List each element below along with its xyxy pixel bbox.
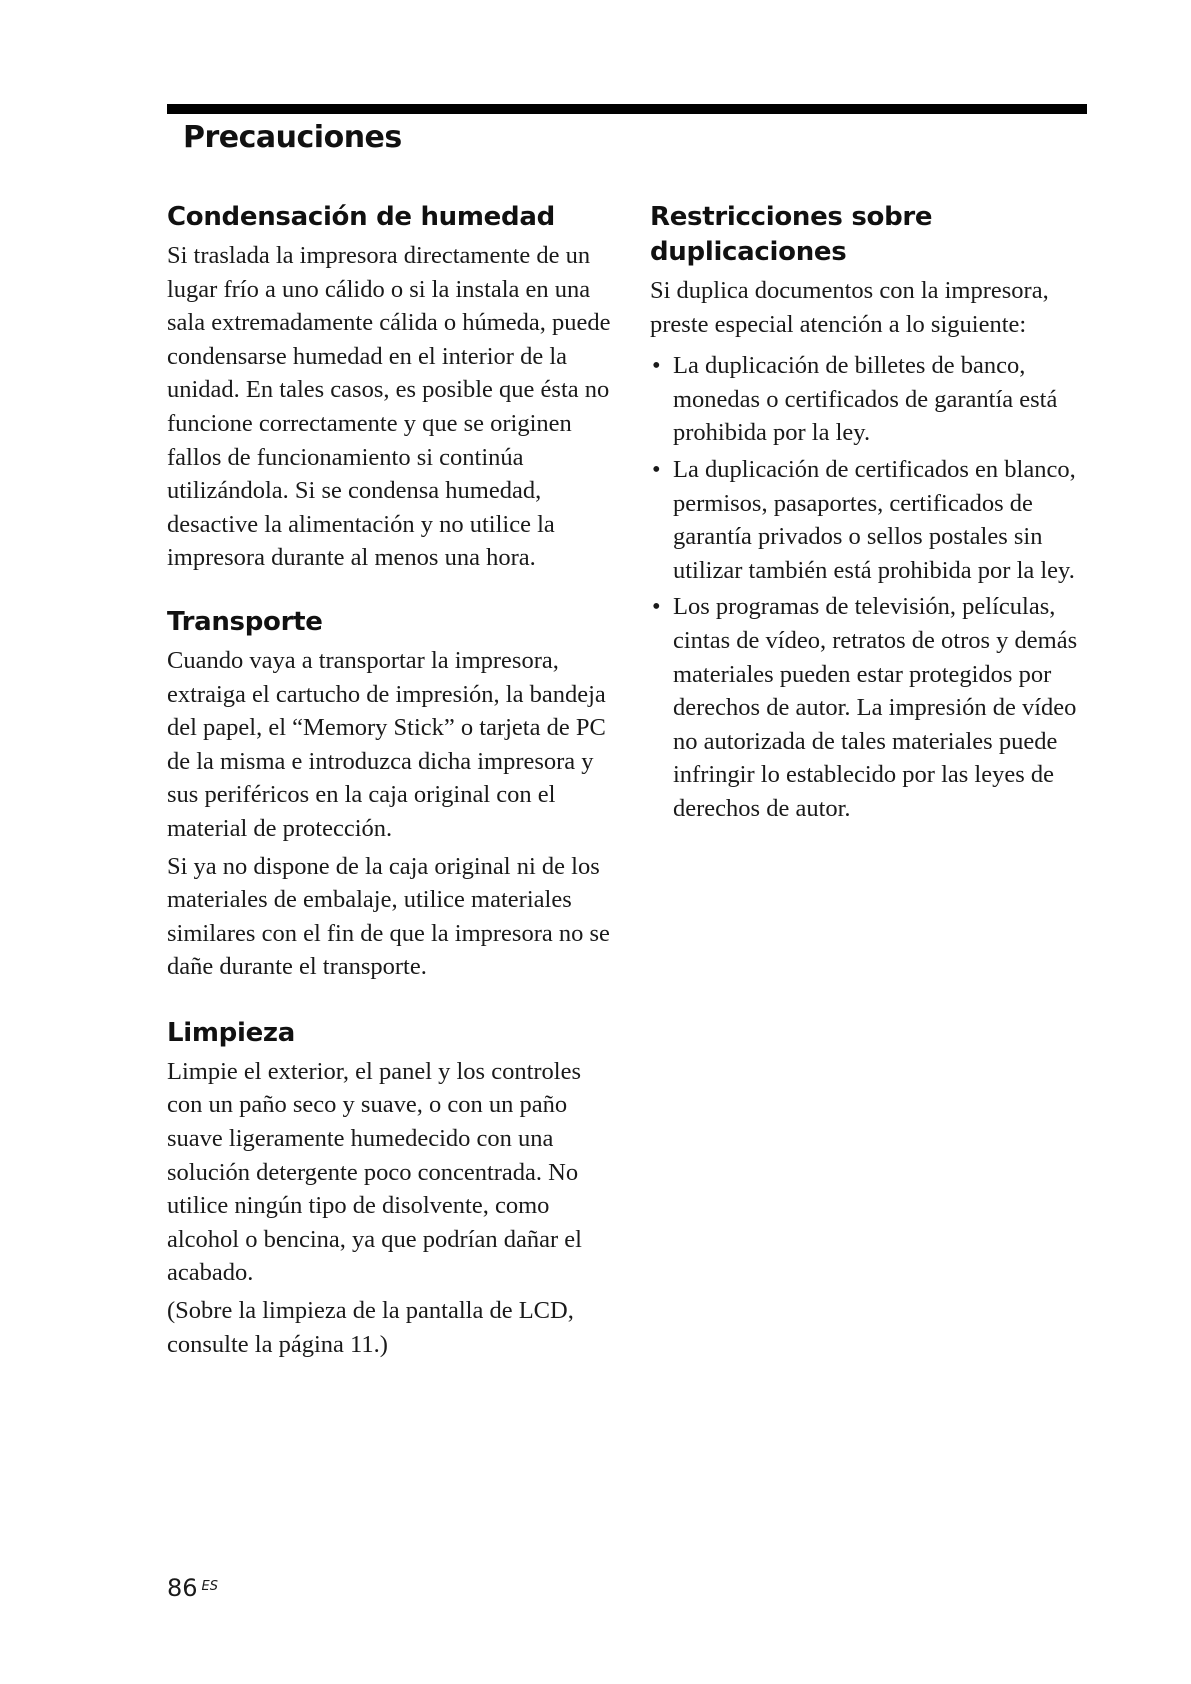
- right-column: [650, 200, 1090, 829]
- section-limpieza: [167, 1016, 613, 1361]
- list-item: [650, 349, 1090, 450]
- paragraph: Si ya no dispone de la caja original ni de los materiales de embalaje, utilice materiales similares con el fin de que la impresora no se dañe durante el transporte.: [167, 852, 610, 981]
- section-heading-limpieza: Limpieza: [167, 1017, 296, 1048]
- page-footer: [167, 1574, 218, 1602]
- section-heading-restricciones: [650, 200, 1090, 270]
- paragraph: (Sobre la limpieza de la pantalla de LCD, consulte la página 11.): [167, 1297, 574, 1358]
- section-heading-transporte: Transporte: [167, 606, 323, 637]
- bullet-list: [650, 349, 1090, 825]
- list-item-text: Los programas de televisión, películas, cintas de vídeo, retratos de otros y demás materiales pueden estar protegidos por derechos de autor. La impresión de vídeo no autorizada de tales materiales puede infringir lo establecido por las leyes de derechos de autor.: [673, 593, 1078, 822]
- page-title: Precauciones: [183, 120, 402, 155]
- paragraph: Si traslada la impresora directamente de un lugar frío a uno cálido o si la instala en una sala extremadamente cálida o húmeda, puede condensarse humedad en el interior de la unidad. En tales casos, es posible que ésta no funcione correctamente y que se originen fallos de funcionamiento si continúa utilizándola. Si se condensa humedad, desactive la alimentación y no utilice la impresora durante al menos una hora.: [167, 242, 611, 572]
- heading-line: Restricciones sobre: [650, 202, 933, 232]
- intro-paragraph: Si duplica documentos con la impresora, preste especial atención a lo siguiente:: [650, 277, 1049, 338]
- heading-line: duplicaciones: [650, 237, 847, 267]
- bullet-icon: •: [652, 455, 661, 483]
- paragraph: Cuando vaya a transportar la impresora, extraiga el cartucho de impresión, la bandeja del papel, el “Memory Stick” o tarjeta de PC de la misma e introduzca dicha impresora y sus periféricos en la caja original con el material de protección.: [167, 646, 606, 842]
- list-item: [650, 590, 1090, 825]
- bullet-icon: •: [652, 352, 661, 380]
- list-item-text: La duplicación de billetes de banco, monedas o certificados de garantía está prohibida por la ley.: [673, 352, 1058, 447]
- section-heading-condensacion: Condensación de humedad: [167, 202, 555, 232]
- title-rule: [167, 104, 1087, 114]
- paragraph: Limpie el exterior, el panel y los controles con un paño seco y suave, o con un paño suave ligeramente humedecido con una solución detergente poco concentrada. No utilice ningún tipo de disolvente, como alcohol o bencina, ya que podrían dañar el acabado.: [167, 1057, 582, 1287]
- language-code: ES: [201, 1578, 219, 1594]
- bullet-icon: •: [652, 593, 661, 621]
- section-transporte: [167, 605, 613, 984]
- left-column: [167, 200, 613, 1361]
- section-restricciones: [650, 200, 1090, 826]
- list-item: [650, 453, 1090, 587]
- list-item-text: La duplicación de certificados en blanco, permisos, pasaportes, certificados de garantía privados o sellos postales sin utilizar también está prohibida por la ley.: [673, 455, 1076, 584]
- section-condensacion: [167, 200, 613, 575]
- page-number: 86: [167, 1574, 198, 1602]
